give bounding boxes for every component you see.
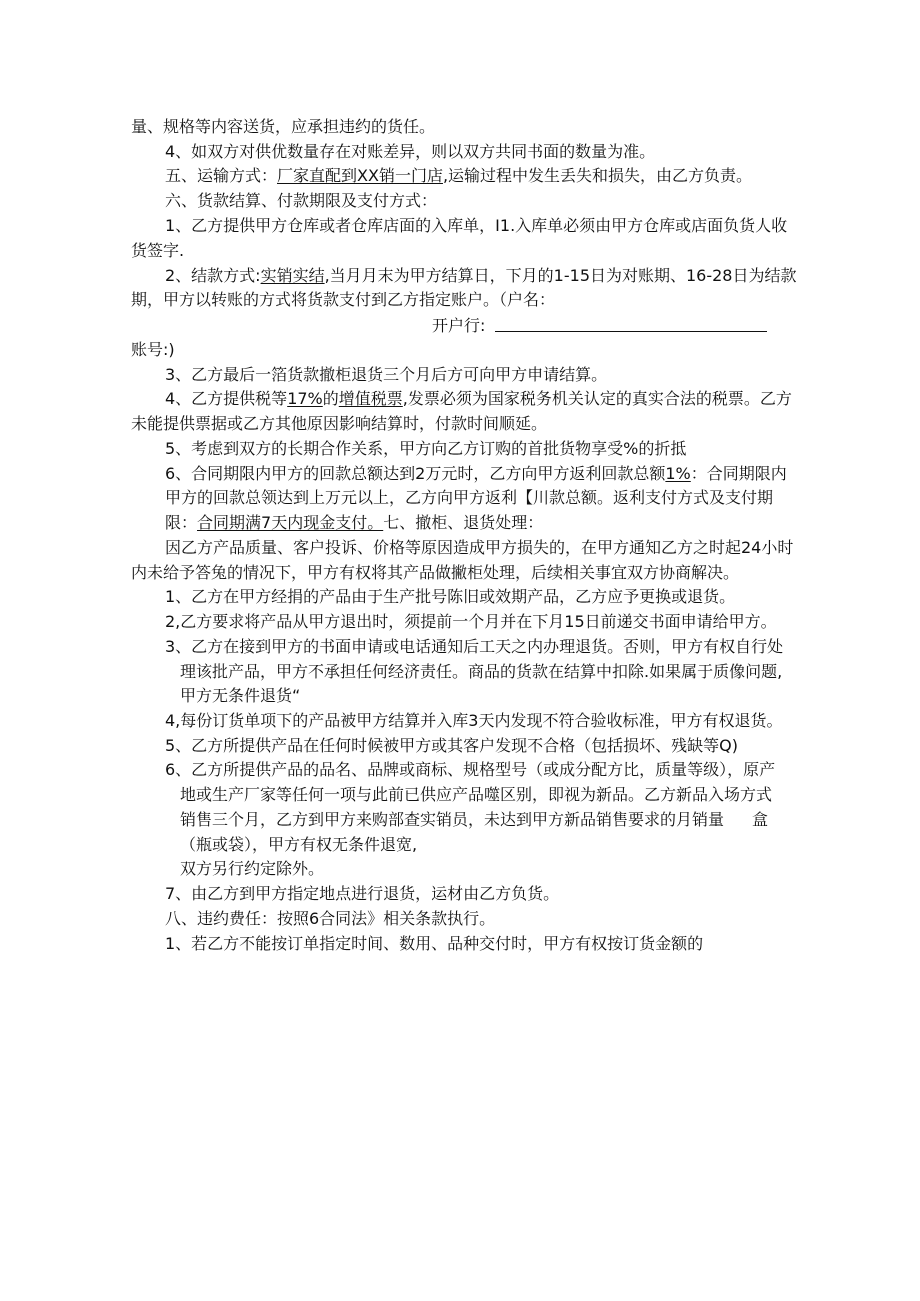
- para-line: 1、若乙方不能按订单指定时间、数用、品种交付时，甲方有权按订货金额的: [165, 934, 704, 953]
- para-line: 5、考虑到双方的长期合作关系，甲方向乙方订购的首批货物享受%的折抵: [165, 439, 687, 458]
- para-line: [165, 389, 792, 409]
- para-line: 2,乙方要求将产品从甲方退出时，须提前一个月并在下月15日前递交书面申请给甲方。: [165, 612, 777, 631]
- para-line: 理该批产品，甲方不承担任何经济责任。商品的货款在结算中扣除.如果属于质像问题,: [180, 662, 783, 681]
- para-line: 货签字.: [131, 241, 185, 260]
- text-run: ,发票必须为国家税务机关认定的真实合法的税票。乙方: [402, 389, 792, 408]
- text-run: 6、合同期限内甲方的回款总额达到2万元时，乙方向甲方返利回款总额: [165, 464, 666, 483]
- para-line: 未能提供票据或乙方其他原因影响结算时，付款时间顺延。: [131, 414, 548, 433]
- underlined-text: 厂家直配到XX销一门店: [277, 166, 443, 185]
- fill-blank: [495, 315, 767, 332]
- underlined-text: 增值税票: [338, 389, 403, 408]
- text-run: ：合同期限内: [690, 464, 787, 483]
- text-run: 五、运输方式：: [165, 166, 278, 185]
- para-line: 双方另行约定除外。: [180, 859, 325, 878]
- bank-field: [432, 315, 767, 336]
- para-line: 量、规格等内容送货，应承担违约的货任。: [131, 117, 436, 136]
- text-run: 4、乙方提供税等: [165, 389, 288, 408]
- para-line: 地或生产厂家等任何一项与此前已供应产品噬区别，即视为新品。乙方新品入场方式: [180, 785, 773, 804]
- underlined-text: 实销实结: [260, 266, 325, 285]
- section-heading: 八、违约费任：按照6合同法》相关条款执行。: [165, 909, 496, 928]
- para-line: （瓶或袋），甲方有权无条件退宽,: [180, 835, 418, 854]
- text-run: ,运输过程中发生丢失和损失，由乙方负责。: [442, 166, 753, 185]
- para-line: 期，甲方以转账的方式将货款支付到乙方指定账户。（户名：: [131, 290, 556, 309]
- underlined-text: 合同期满7天内现金支付。: [197, 513, 384, 532]
- bank-label: 开户行:: [432, 316, 486, 335]
- para-line: 甲方的回款总领达到上万元以上，乙方向甲方返利【川款总额。返利支付方式及支付期: [165, 488, 774, 507]
- para-line: [165, 513, 543, 533]
- text-run: 七、撤柜、退货处理：: [383, 513, 544, 532]
- para-line: 甲方无条件退货“: [180, 686, 301, 705]
- para-line: 1、乙方在甲方经捐的产品由于生产批号陈旧或效期产品，乙方应予更换或退货。: [165, 587, 736, 606]
- para-line: [165, 266, 797, 286]
- para-line: [165, 464, 787, 484]
- para-line: 账号:): [131, 340, 175, 359]
- text-run: 销售三个月，乙方到甲方来购部查实销员，未达到甲方新品销售要求的月销量: [180, 810, 725, 829]
- text-run: 的: [322, 389, 339, 408]
- para-line: 因乙方产品质量、客户投诉、价格等原因造成甲方损失的，在甲方通知乙方之时起24小时: [165, 538, 794, 557]
- text-run: 盒: [752, 810, 769, 829]
- para-line: 5、乙方所提供产品在任何时候被甲方或其客户发现不合格（包括损坏、残缺等Q): [165, 736, 739, 755]
- para-line: 7、由乙方到甲方指定地点进行退货，运材由乙方负货。: [165, 884, 560, 903]
- section-heading: 六、货款结算、付款期限及支付方式：: [165, 191, 438, 210]
- para-line: 3、乙方在接到甲方的书面申请或电话通知后工天之内办理退货。否则，甲方有权自行处: [165, 637, 784, 656]
- underlined-text: 1%: [665, 464, 691, 483]
- para-line: 4,每份订货单项下的产品被甲方结算并入库3天内发现不符合验收标准，甲方有权退货。: [165, 711, 783, 730]
- para-line: 6、乙方所提供产品的品名、品牌或商标、规格型号（或成分配方比，质量等级），原产: [165, 760, 776, 779]
- para-line: 内未给予答兔的情况下，甲方有权将其产品做撇柜处理，后续相关事宜双方协商解决。: [131, 563, 740, 582]
- underlined-text: 17%: [287, 389, 323, 408]
- para-line: [165, 166, 752, 186]
- text-run: 限：: [165, 513, 198, 532]
- para-line: 4、如双方对供优数量存在对账差异，则以双方共同书面的数量为准。: [165, 142, 656, 161]
- para-line: [180, 810, 768, 830]
- text-run: 2、结款方式:: [165, 266, 261, 285]
- text-run: ,当月月末为甲方结算日，下月的1-15日为对账期、16-28日为结款: [324, 266, 797, 285]
- para-line: 3、乙方最后一箔货款撤柜退货三个月后方可向甲方申请结算。: [165, 365, 608, 384]
- para-line: 1、乙方提供甲方仓库或者仓库店面的入库单，I1.入库单必须由甲方仓库或店面负货人收: [165, 216, 788, 235]
